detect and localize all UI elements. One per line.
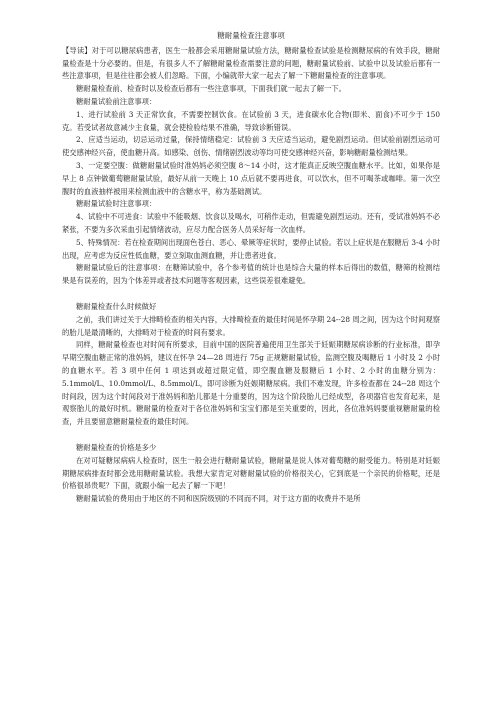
paragraph-timing-2: 同样，糖耐量检查也对时间有所要求，目前中国的医院普遍使用卫生部关于妊娠期糖尿病诊断的行业标准，即孕早期空腹血糖正常的准妈妈，建议在怀孕 24—28 周进行 75g 正规糖耐量试验，监测空腹及喝糖后 1 小时及 2 小时的血糖水平。若 3 项中任何 1 项达到或超过限定值，即空腹血糖及服糖后 1 小时、2 小时的血糖分别为：5.1mmol/L、10.0mmol/L、8.5mmol/L，即可诊断为妊娠期糖尿病。我们不难发现，许多检查都在 24--28 周这个时间段，因为这个时间段对于准妈妈和胎儿都是十分重要的，因为这个阶段胎儿已经成型，各项器官也发育起来，是观察胎儿的最好时机。糖耐量的检查对于各位准妈妈和宝宝们都是至关重要的，因此，各位准妈妈要重视糖耐量的检查，并且要留意糖耐量检查的最佳时间。 (62, 340, 440, 427)
section-heading-price: 糖耐量检查的价格是多少 (76, 442, 157, 452)
document-title: 糖耐量检查注意事项 (217, 31, 285, 40)
intro-paragraph: 【导读】对于可以糖尿病患者，医生一般都会采用糖耐量试验方法，糖耐量检查试验是检测糖尿病的有效手段，糖耐量检查是十分必要的。但是，有很多人不了解糖耐量检查需要注意的问题，糖耐量试验前、试验中以及试验后都有一些注意事项，但是往往都会被人们忽略。下面，小编就带大家一起去了解一下糖耐量检查的注意事项。 (62, 45, 440, 81)
paragraph-timing-1: 之前，我们讲过关于大排畸检查的相关内容，大排畸检查的最佳时间是怀孕期 24--28 周之间，因为这个时间观察的胎儿是最清晰的，大排畸对于检查的时间有要求。 (62, 314, 440, 337)
section-heading-timing: 糖耐量检查什么时候做好 (76, 301, 157, 311)
paragraph-spacer (62, 429, 440, 442)
overview-paragraph: 糖耐量检查前、检查时以及检查后都有一些注意事项，下面我们就一起去了解一下。 (76, 84, 346, 94)
section-heading-before-test: 糖耐量试验前注意事项： (76, 96, 157, 106)
paragraph-spacer (62, 288, 440, 301)
paragraph-item-5: 5、特殊情况：若在检查期间出现面色苍白、恶心、晕厥等症状时，要停止试验。若以上症状是在服糖后 3-4 小时出现，应考虑为反应性低血糖，要立刻取血测血糖，并让患者进食。 (62, 237, 440, 260)
section-heading-during-test: 糖耐量试验时注意事项： (76, 199, 157, 209)
paragraph-item-2: 2、应适当运动，切忌运动过量，保持情绪稳定：试验前 3 天应适当运动，避免剧烈运动。但试验前剧烈运动可使交感神经兴奋，使血糖升高。如感染、创伤、情绪剧烈波动等均可使交感神经兴奋，影响糖耐量检测结果。 (62, 135, 440, 158)
paragraph-price-2: 糖耐量试验的费用由于地区的不同和医院级别的不同而不同，对于这方面的收费并不是所 (76, 494, 361, 504)
paragraph-price-1: 在对可疑糖尿病病人检查时，医生一般会进行糖耐量试验，糖耐量是说人体对葡萄糖的耐受能力。特别是对妊娠期糖尿病排查时都会选用糖耐量试验。我想大家肯定对糖耐量试验的价格很关心，它到底是一个亲民的价格呢，还是价格很昂贵呢？下面，就跟小编一起去了解一下吧！ (62, 455, 440, 491)
paragraph-item-4: 4、试验中不可进食：试验中不能吸烟、饮食以及喝水，可稍作走动，但需避免剧烈运动。还有，受试准妈妈不必紧张，不要为多次采血引起情绪波动，应尽力配合医务人员采好每一次血样。 (62, 212, 440, 234)
paragraph-item-3: 3、一定要空腹：做糖耐量试验时准妈妈必须空腹 8～14 小时，这才能真正反映空腹血糖水平。比如，如果你是早上 8 点钟做葡萄糖耐量试验，最好从前一天晚上 10 点后就不要再进食，可以饮水，但不可喝茶或咖啡。第一次空腹时的血液抽样被用来检测血液中的含糖水平，称为基础测试。 (62, 160, 440, 196)
paragraph-item-1: 1、进行试验前 3 天正常饮食，不需要控制饮食。在试验前 3 天，进食碳水化合物(即米、面食)不可少于 150 克。若受试者故意减少主食量，就会使检验结果不准确，导致诊断错误。 (62, 109, 440, 132)
paragraph-after-test: 糖耐量试验后的注意事项：在糖筛试验中，各个参考值的统计也是综合大量的样本后得出的数值，糖筛的检测结果是有误差的，因为个体差异或者技术问题等客观因素，这些误差很难避免。 (62, 263, 440, 286)
